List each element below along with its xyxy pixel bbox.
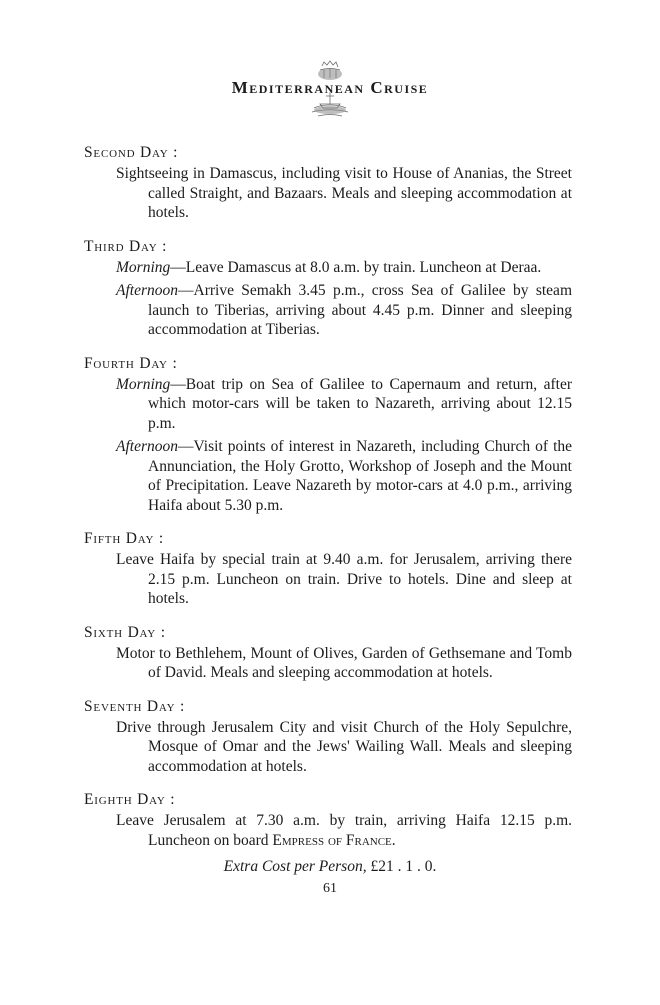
paragraph-text: Leave Haifa by special train at 9.40 a.m. for Jerusalem, arriving there 2.15 p.m. Luncheon on train. Drive to hotels. Dine and sleep at hotels.: [116, 551, 572, 607]
cost-line: [0, 858, 660, 876]
cost-value: £21 . 1 . 0.: [370, 858, 437, 875]
paragraph-text: Motor to Bethlehem, Mount of Olives, Garden of Gethsemane and Tomb of David. Meals and sleeping accommodation at hotels.: [116, 644, 572, 681]
day-section: [84, 790, 572, 850]
ship-name: Empress of France: [272, 831, 392, 849]
day-paragraph: [116, 164, 572, 223]
day-heading: Sixth Day :: [84, 623, 166, 641]
time-label: Morning: [116, 375, 171, 393]
day-heading: Seventh Day :: [84, 697, 186, 715]
day-heading: Fifth Day :: [84, 530, 164, 547]
day-paragraph: [116, 258, 572, 278]
day-section: [84, 237, 572, 340]
day-paragraph: [116, 437, 572, 515]
day-section: [84, 623, 572, 683]
paragraph-text: —Leave Damascus at 8.0 a.m. by train. Luncheon at Deraa.: [170, 258, 542, 276]
time-label: Afternoon: [116, 282, 178, 299]
page-header: [0, 56, 660, 126]
time-label: Afternoon: [116, 438, 178, 455]
day-heading: Fourth Day :: [84, 354, 178, 372]
cost-label: Extra Cost per Person,: [223, 858, 367, 875]
day-heading: Eighth Day :: [84, 791, 176, 808]
day-paragraph: [116, 718, 572, 777]
paragraph-text: —Boat trip on Sea of Galilee to Capernaum and return, after which motor-cars will be taken to Nazareth, arriving about 12.15 p.m.: [148, 375, 572, 432]
paragraph-text: —Visit points of interest in Nazareth, including Church of the Annunciation, the Holy Grotto, Workshop of Joseph and the Mount of Precipitation. Leave Nazareth by motor-cars at 4.0 p.m., arriving Haifa about 5.30 p.m.: [148, 438, 572, 514]
time-label: Morning: [116, 258, 171, 276]
day-paragraph: [116, 281, 572, 340]
page-title: Mediterranean Cruise: [231, 78, 429, 97]
day-heading: Second Day :: [84, 144, 179, 161]
day-paragraph: [116, 644, 572, 683]
day-paragraph: [116, 550, 572, 609]
paragraph-text: Sightseeing in Damascus, including visit to House of Ananias, the Street called Straight, and Bazaars. Meals and sleeping accommodation at hotels.: [116, 165, 572, 221]
day-section: [84, 697, 572, 777]
itinerary: [84, 143, 572, 864]
day-section: [84, 529, 572, 609]
day-paragraph: [116, 375, 572, 434]
page-number: 61: [323, 881, 337, 896]
paragraph-text: Leave Jerusalem at 7.30 a.m. by train, arriving Haifa 12.15 p.m. Luncheon on board: [116, 812, 572, 849]
day-paragraph: [116, 811, 572, 850]
paragraph-text: —Arrive Semakh 3.45 p.m., cross Sea of Galilee by steam launch to Tiberias, arriving about 4.45 p.m. Dinner and sleeping accommodation at Tiberias.: [148, 282, 572, 338]
paragraph-text: Drive through Jerusalem City and visit Church of the Holy Sepulchre, Mosque of Omar and the Jews' Wailing Wall. Meals and sleeping accommodation at hotels.: [116, 718, 572, 775]
day-heading: Third Day :: [84, 237, 168, 255]
paragraph-suffix: .: [391, 831, 396, 849]
day-section: [84, 143, 572, 223]
day-section: [84, 354, 572, 516]
